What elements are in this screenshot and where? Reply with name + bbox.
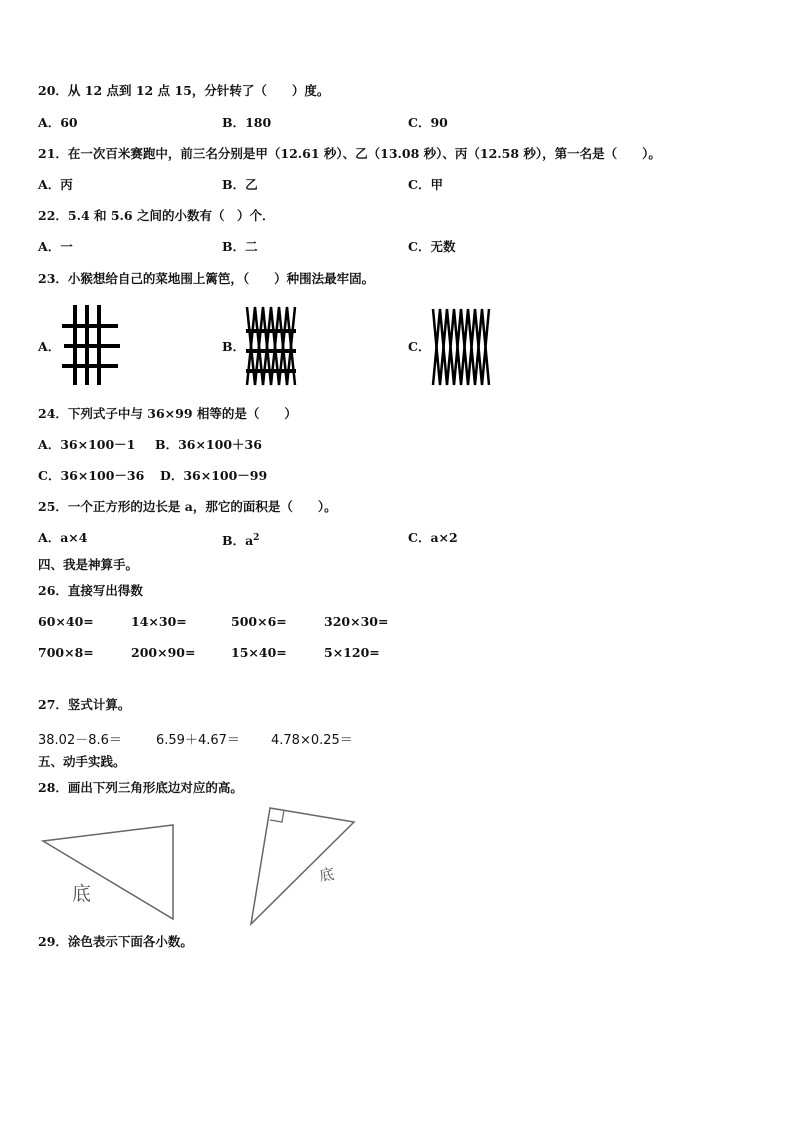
q27-expression: 4.78×0.25＝ [271,733,353,748]
q26-item: 200×90= [131,645,196,660]
question-20-option-a: A．60 [38,115,78,130]
fence-lattice-with-bars-figure [246,305,296,387]
q26-item: 5×120= [324,645,380,660]
q26-item: 15×40= [231,645,287,660]
superscript-two: 2 [253,533,260,543]
question-21-option-a: A．丙 [38,177,73,192]
q26-item: 60×40= [38,614,94,629]
question-26-stem: 26．直接写出得数 [38,583,143,598]
question-25-option-b: B．$a^2$ [222,533,260,549]
question-24-option-a: A．36×100－1 [38,437,136,452]
question-20-option-b: B．180 [222,115,272,130]
question-29-stem: 29．涂色表示下面各小数。 [38,934,193,949]
question-28-stem: 28．画出下列三角形底边对应的高。 [38,780,243,795]
q26-item: 320×30= [324,614,389,629]
question-21-option-c: C．甲 [408,177,443,192]
triangle-2-base-label: 底 [318,865,336,885]
question-20-option-c: C．90 [408,115,448,130]
question-27-stem: 27．竖式计算。 [38,697,131,712]
question-23-option-c: C． [408,339,431,354]
q26-item: 14×30= [131,614,187,629]
q27-expression: 38.02－8.6＝ [38,733,122,748]
triangle-figure-2 [248,806,358,928]
section-5-heading: 五、动手实践。 [38,754,126,769]
question-25-option-a: A．a×4 [38,530,88,545]
question-24-option-d: D．36×100－99 [160,468,268,483]
triangle-figure-1 [40,822,180,922]
question-23-option-b: B． [222,339,246,354]
question-22-stem: 22．5.4 和 5.6 之间的小数有（ ）个． [38,208,275,223]
question-24-option-c: C．36×100－36 [38,468,145,483]
triangle-1-base-label: 底 [72,883,92,905]
question-21-stem: 21．在一次百米赛跑中，前三名分别是甲（12.61 秒）、乙（13.08 秒）、丙（12.58 秒），第一名是（ ）。 [38,146,661,161]
q26-item: 700×8= [38,645,94,660]
question-25-stem: 25．一个正方形的边长是 a，那它的面积是（ ）。 [38,499,337,514]
question-23-stem: 23．小猴想给自己的菜地围上篱笆，（ ）种围法最牢固。 [38,271,375,286]
section-4-heading: 四、我是神算手。 [38,557,139,572]
question-24-option-b: B．36×100＋36 [155,437,262,452]
question-25-option-c: C．a×2 [408,530,458,545]
fence-lattice-figure [432,308,490,386]
question-24-stem: 24．下列式子中与 36×99 相等的是（ ） [38,406,297,421]
question-21-option-b: B．乙 [222,177,258,192]
q27-expression: 6.59＋4.67＝ [156,733,240,748]
question-23-option-a: A． [38,339,61,354]
fence-grid-figure [62,305,122,385]
question-22-option-c: C．无数 [408,239,456,254]
question-22-option-b: B．二 [222,239,258,254]
q26-item: 500×6= [231,614,287,629]
question-22-option-a: A．一 [38,239,73,254]
question-20-stem: 20．从 12 点到 12 点 15，分针转了（ ）度。 [38,83,330,98]
